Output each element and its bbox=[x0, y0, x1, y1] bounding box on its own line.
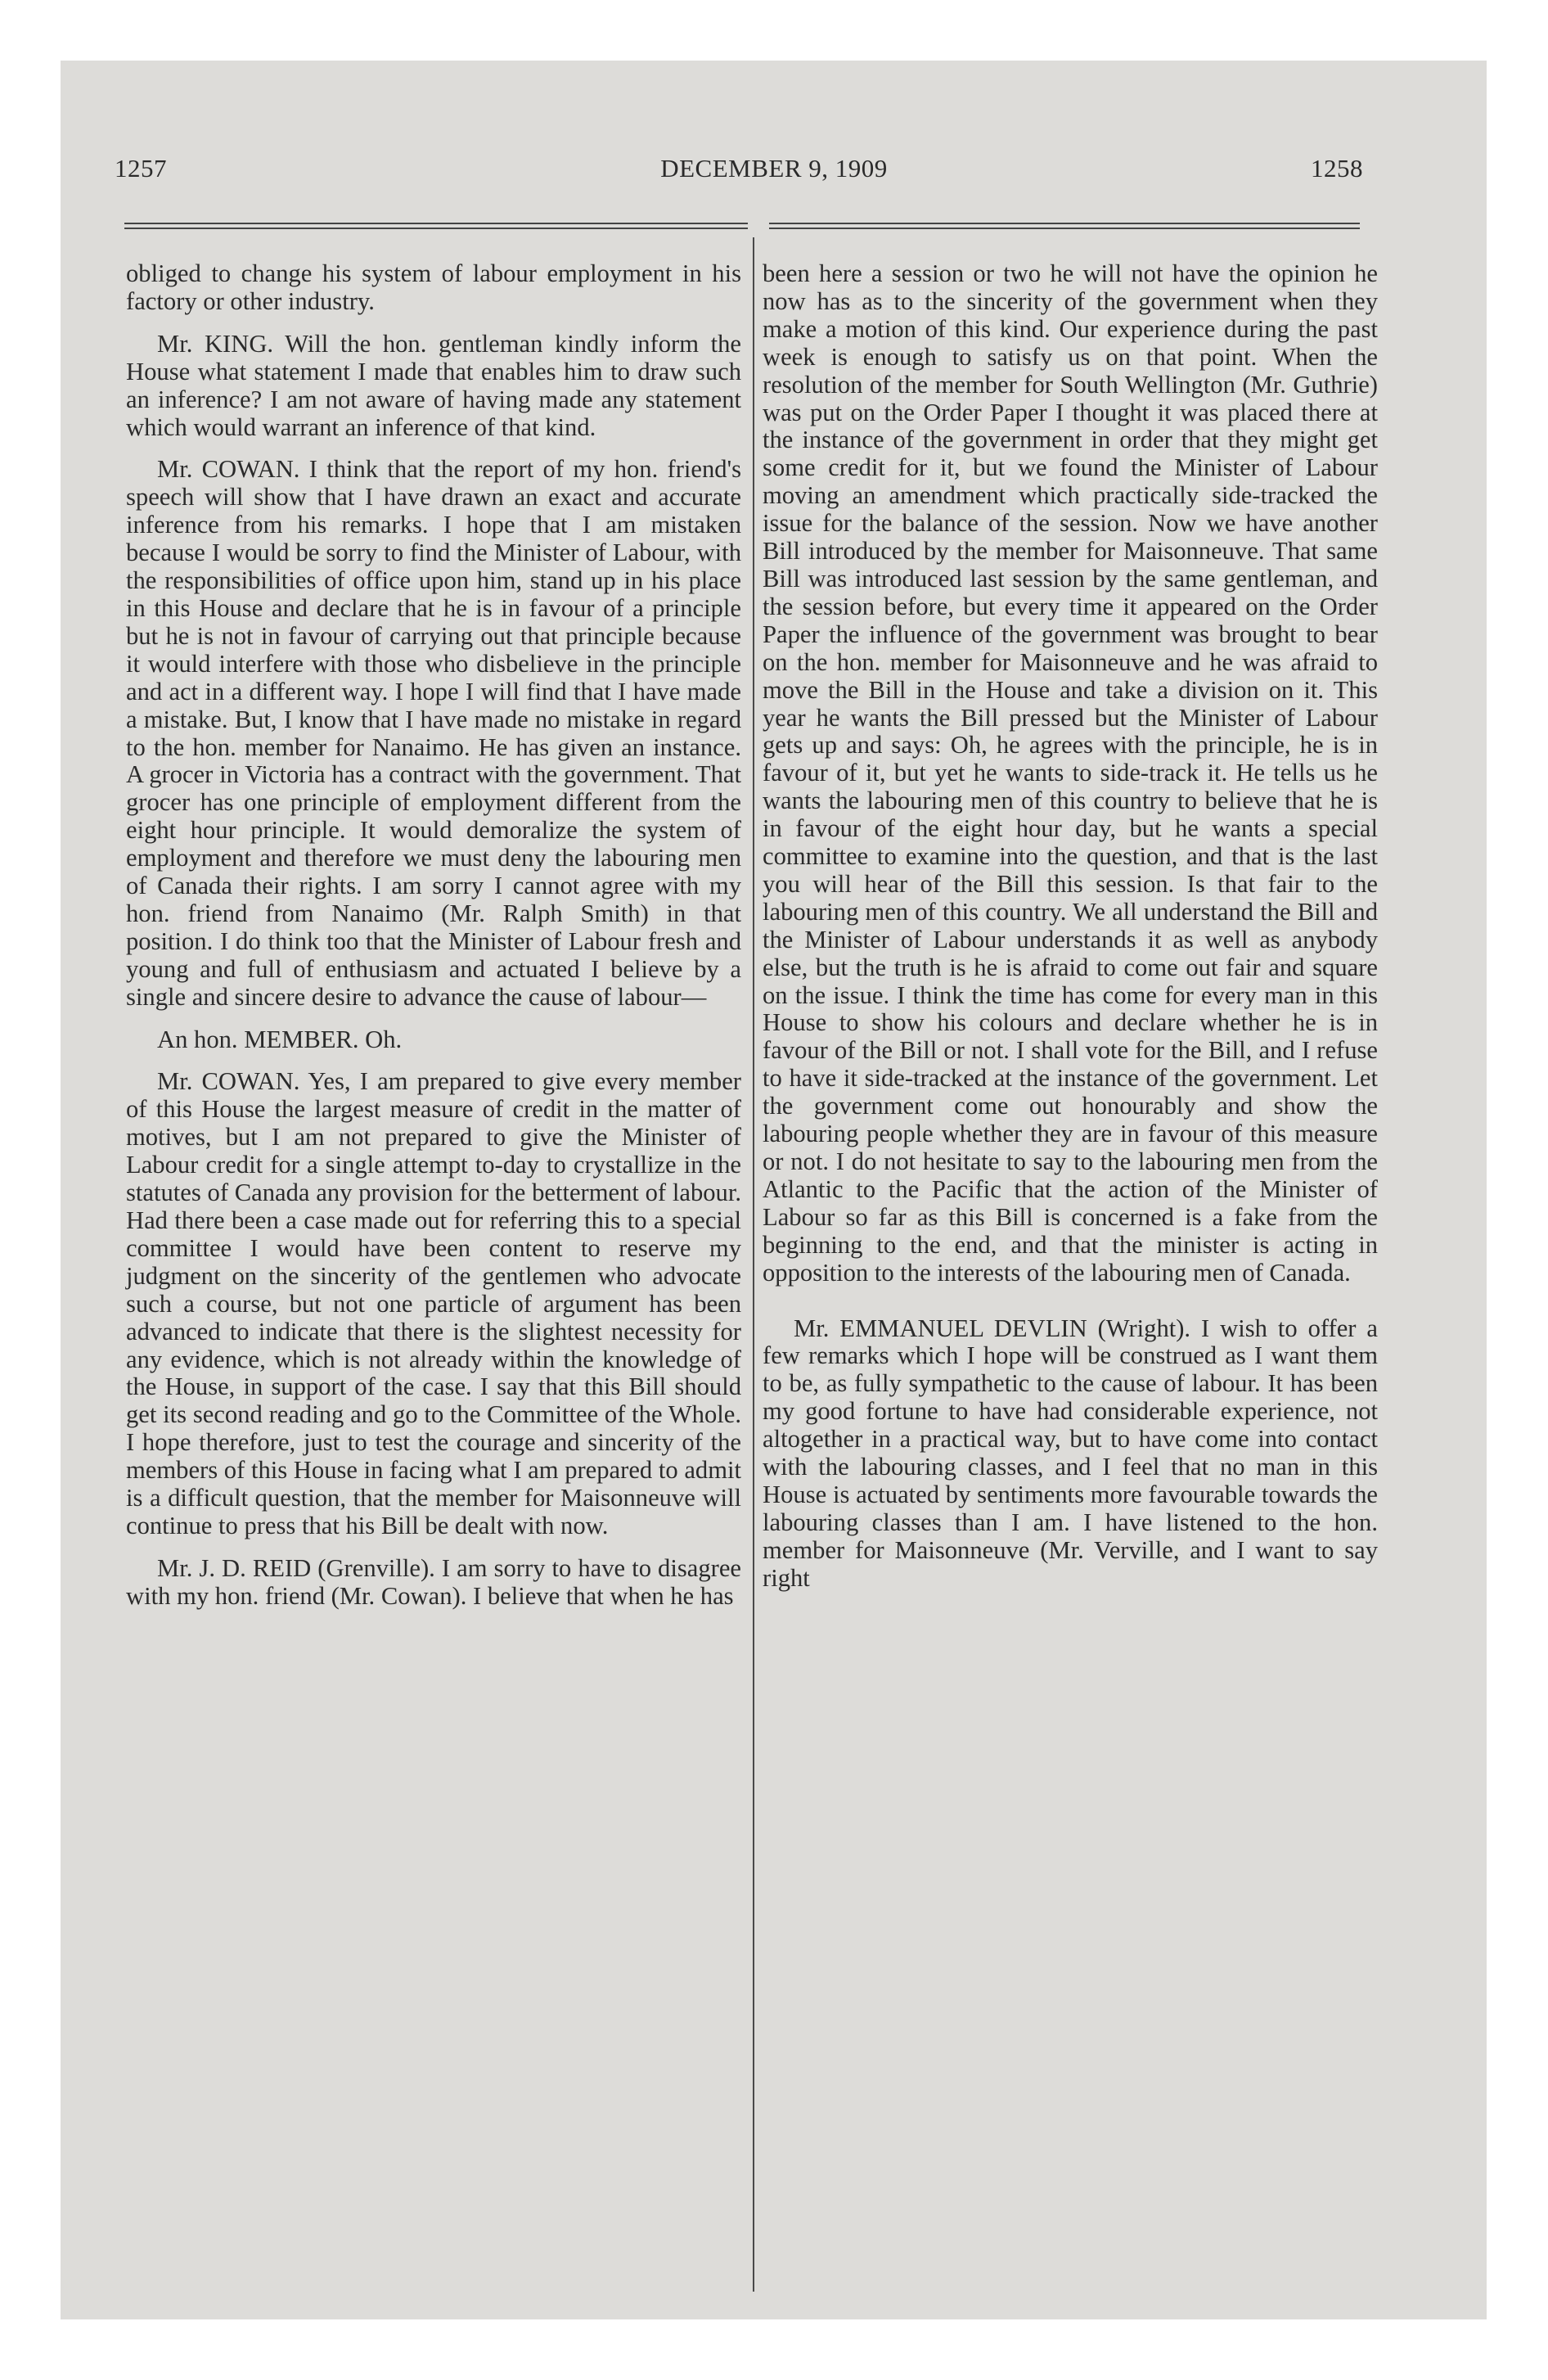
paragraph: Mr. EMMANUEL DEVLIN (Wright). I wish to offer a few remarks which I hope will be construed as I want them to be, as fully sympathetic to the cause of labour. It has been my good fortune to have had considerable experience, not altogether in a practical way, but to have come into contact with the labouring classes, and I feel that no man in this House is actuated by sentiments more favourable towards the labouring classes than I am. I have listened to the hon. member for Maisonneuve (Mr. Verville, and I want to say right bbox=[763, 1314, 1378, 1592]
header-rule-left-bottom bbox=[124, 228, 748, 229]
left-column bbox=[126, 260, 741, 1611]
header-rule-right-bottom bbox=[769, 228, 1360, 229]
right-page-number: 1258 bbox=[1311, 154, 1363, 183]
column-divider bbox=[753, 237, 754, 2292]
paragraph: Mr. COWAN. Yes, I am prepared to give every member of this House the largest measure of credit in the matter of motives, but I am not prepared to give the Minister of Labour credit for a single attempt to-day to crystallize in the statutes of Canada any provision for the betterment of labour. Had there been a case made out for referring this to a special committee I would have been content to reserve my judgment on the sincerity of the gentlemen who advocate such a course, but not one particle of argument has been advanced to indicate that there is the slightest necessity for any evidence, which is not already within the knowledge of the House, in support of the case. I say that this Bill should get its second reading and go to the Committee of the Whole. I hope therefore, just to test the courage and sincerity of the members of this House in facing what I am prepared to admit is a difficult question, that the member for Maisonneuve will continue to press that his Bill be dealt with now. bbox=[126, 1067, 741, 1539]
header-rule-right-top bbox=[769, 223, 1360, 224]
right-column bbox=[763, 260, 1378, 1593]
paragraph: An hon. MEMBER. Oh. bbox=[157, 1025, 403, 1053]
page-date-heading: DECEMBER 9, 1909 bbox=[660, 154, 888, 183]
paragraph: Mr. COWAN. I think that the report of my hon. friend's speech will show that I have drawn an exact and accurate inference from his remarks. I hope that I am mistaken because I would be sorry to find the Minister of Labour, with the responsibilities of office upon him, stand up in his place in this House and declare that he is in favour of a principle but he is not in favour of carrying out that principle because it would interfere with those who disbelieve in the principle and act in a different way. I hope I will find that I have made a mistake. But, I know that I have made no mistake in regard to the hon. member for Nanaimo. He has given an instance. A grocer in Victoria has a contract with the government. That grocer has one principle of employment different from the eight hour principle. It would demoralize the system of employment and therefore we must deny the labouring men of Canada their rights. I am sorry I cannot agree with my hon. friend from Nanaimo (Mr. Ralph Smith) in that position. I do think too that the Minister of Labour fresh and young and full of enthusiasm and actuated I believe by a single and sincere desire to advance the cause of labour— bbox=[126, 455, 741, 1011]
left-page-number: 1257 bbox=[115, 154, 167, 183]
paragraph: Mr. KING. Will the hon. gentleman kindly inform the House what statement I made that enables him to draw such an inference? I am not aware of having made any statement which would warrant an inference of that kind. bbox=[126, 329, 741, 441]
paragraph: been here a session or two he will not have the opinion he now has as to the sincerity of the government when they make a motion of this kind. Our experience during the past week is enough to satisfy us on that point. When the resolution of the member for South Wellington (Mr. Guthrie) was put on the Order Paper I thought it was placed there at the instance of the government in order that they might get some credit for it, but we found the Minister of Labour moving an amendment which practically side-tracked the issue for the balance of the session. Now we have another Bill introduced by the member for Maisonneuve. That same Bill was introduced last session by the same gentleman, and the session before, but every time it appeared on the Order Paper the influence of the government was brought to bear on the hon. member for Maisonneuve and he was afraid to move the Bill in the House and take a division on it. This year he wants the Bill pressed but the Minister of Labour gets up and says: Oh, he agrees with the principle, he is in favour of it, but yet he wants to side-track it. He tells us he wants the labouring men of this country to believe that he is in favour of the eight hour day, but he wants a special committee to examine into the question, and that is the last you will hear of the Bill this session. Is that fair to the labouring men of this country. We all understand the Bill and the Minister of Labour understands it as well as anybody else, but the truth is he is afraid to come out fair and square on the issue. I think the time has come for every man in this House to show his colours and declare whether he is in favour of the Bill or not. I shall vote for the Bill, and I refuse to have it side-tracked at the instance of the government. Let the government come out honourably and show the labouring people whether they are in favour of this measure or not. I do not hesitate to say to the labouring men from the Atlantic to the Pacific that the action of the Minister of Labour so far as this Bill is concerned is a fake from the beginning to the end, and that the minister is acting in opposition to the interests of the labouring men of Canada. bbox=[763, 259, 1378, 1287]
paragraph: obliged to change his system of labour employment in his factory or other industry. bbox=[126, 259, 741, 315]
paragraph: Mr. J. D. REID (Grenville). I am sorry to have to disagree with my hon. friend (Mr. Cowan). I believe that when he has bbox=[126, 1553, 741, 1610]
header-rule-left-top bbox=[124, 223, 748, 224]
